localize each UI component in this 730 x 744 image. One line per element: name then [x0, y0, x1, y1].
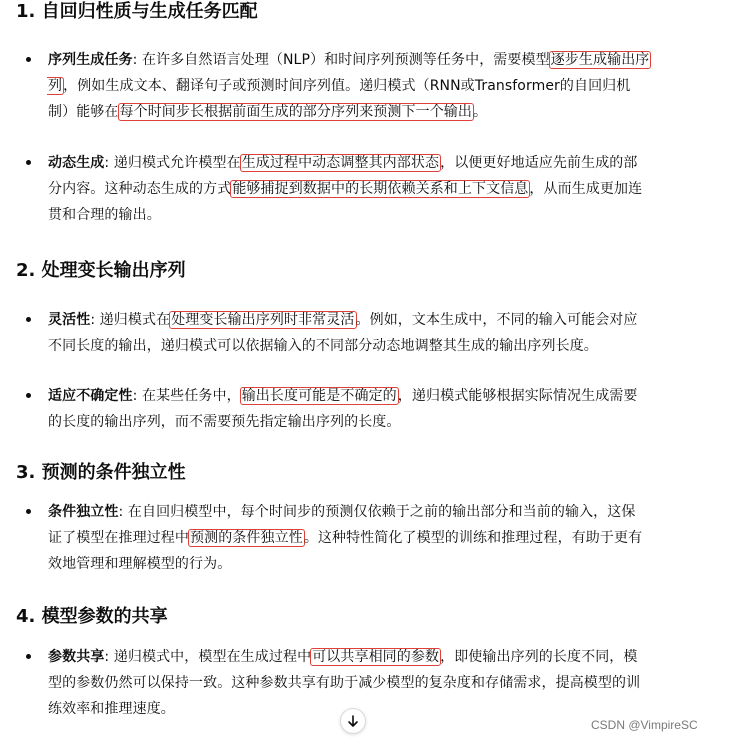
- section-heading: 2. 处理变长输出序列: [16, 260, 186, 281]
- text: ，从而生成更加连: [529, 181, 643, 197]
- text-line: [48, 150, 638, 176]
- text: : 在自回归模型中，每个时间步的预测仅依赖于之前的输出部分和当前的输入，这保: [118, 504, 636, 520]
- text: ，以便更好地适应先前生成的部: [440, 155, 638, 171]
- text: 分内容。这种动态生成的方式: [48, 181, 232, 197]
- text-line: [48, 644, 638, 670]
- term: 参数共享: [48, 649, 105, 665]
- bullet: [26, 57, 31, 62]
- text: 型的参数仍然可以保持一致。这种参数共享有助于减少模型的复杂度和存储需求，提高模型的训: [48, 675, 641, 691]
- bullet: [26, 654, 31, 659]
- text: : 递归模式在: [90, 312, 171, 328]
- text: : 在某些任务中，: [132, 388, 241, 404]
- text-line: [48, 202, 161, 228]
- bullet: [26, 160, 31, 165]
- section-heading: 1. 自回归性质与生成任务匹配: [16, 1, 258, 22]
- term: 灵活性: [48, 312, 91, 328]
- text-line: [48, 551, 231, 577]
- section-heading: 3. 预测的条件独立性: [16, 462, 186, 483]
- text: 证了模型在推理过程中: [48, 530, 189, 546]
- term: 条件独立性: [48, 504, 119, 520]
- text: ，即使输出序列的长度不同，模: [440, 649, 638, 665]
- highlight-box: 输出长度可能是不确定的: [241, 388, 397, 404]
- text-line: [48, 99, 487, 125]
- text-line: [48, 73, 630, 99]
- text-line: [48, 176, 642, 202]
- text: 效地管理和理解模型的行为。: [48, 556, 232, 572]
- text: : 递归模式中，模型在生成过程中: [104, 649, 312, 665]
- term: 动态生成: [48, 155, 105, 171]
- text: 不同长度的输出，递归模式可以依据输入的不同部分动态地调整其生成的输出序列长度。: [48, 338, 598, 354]
- text: ，递归模式能够根据实际情况生成需要: [397, 388, 638, 404]
- text-line: [48, 525, 642, 551]
- bullet: [26, 393, 31, 398]
- text: 。: [473, 104, 488, 120]
- section-heading: 4. 模型参数的共享: [16, 606, 168, 627]
- text: 的长度的输出序列，而不需要预先指定输出序列的长度。: [48, 414, 401, 430]
- text-line: [48, 696, 175, 722]
- text-line: [48, 670, 640, 696]
- text: 练效率和推理速度。: [48, 701, 175, 717]
- highlight-box: 列: [48, 78, 63, 94]
- highlight-box: 生成过程中动态调整其内部状态: [241, 155, 440, 171]
- text-line: [48, 307, 638, 333]
- highlight-box: 每个时间步长根据前面生成的部分序列来预测下一个输出: [119, 104, 472, 120]
- scroll-down-button[interactable]: [340, 708, 366, 734]
- bullet: [26, 509, 31, 514]
- highlight-box: 处理变长输出序列时非常灵活: [171, 312, 355, 328]
- highlight-box: 可以共享相同的参数: [312, 649, 440, 665]
- text: : 递归模式允许模型在: [104, 155, 241, 171]
- text: 贯和合理的输出。: [48, 207, 161, 223]
- text: 制）能够在: [48, 104, 119, 120]
- text: 。这种特性简化了模型的训练和推理过程，有助于更有: [303, 530, 643, 546]
- watermark: CSDN @VimpireSC: [591, 718, 698, 732]
- highlight-box: 逐步生成输出序: [550, 52, 650, 68]
- text-line: [48, 409, 401, 435]
- text: ，例如生成文本、翻译句子或预测时间序列值。递归模式（RNN或Transformer的自回归机: [63, 78, 631, 94]
- term: 适应不确定性: [48, 388, 133, 404]
- text-line: [48, 47, 650, 73]
- text-line: [48, 383, 638, 409]
- term: 序列生成任务: [48, 52, 133, 68]
- arrow-down-icon: [346, 714, 360, 728]
- text-line: [48, 499, 635, 525]
- highlight-box: 能够捕捉到数据中的长期依赖关系和上下文信息: [232, 181, 529, 197]
- bullet: [26, 317, 31, 322]
- highlight-box: 预测的条件独立性: [190, 530, 303, 546]
- text-line: [48, 333, 598, 359]
- text: 。例如，文本生成中，不同的输入可能会对应: [355, 312, 638, 328]
- text: : 在许多自然语言处理（NLP）和时间序列预测等任务中，需要模型: [132, 52, 550, 68]
